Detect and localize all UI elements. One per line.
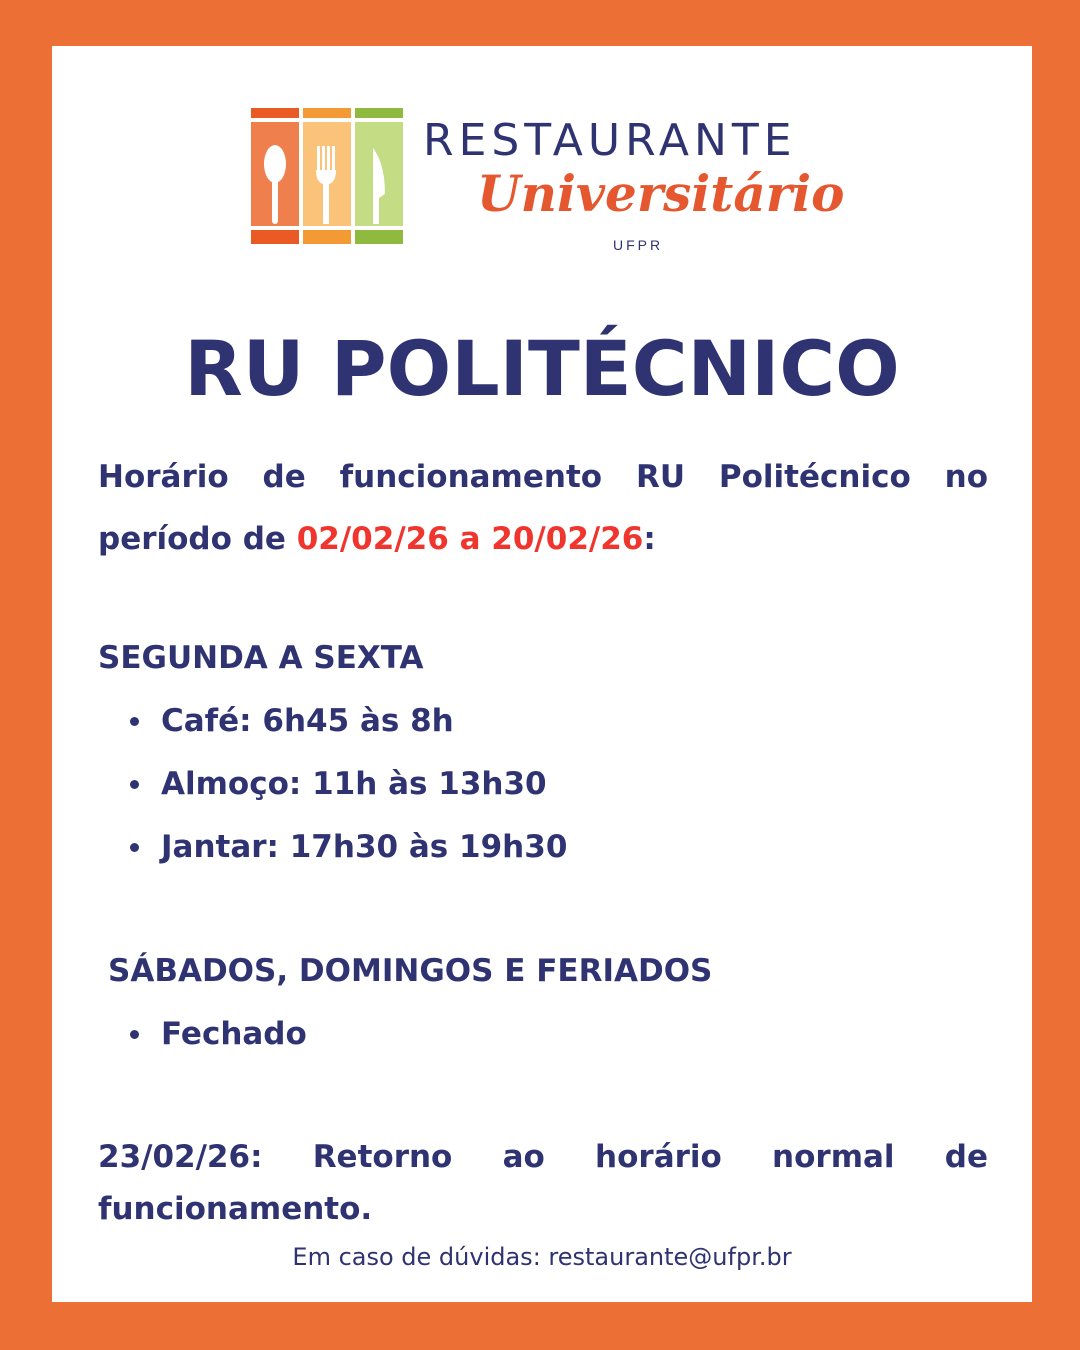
logo-subtitle: UFPR xyxy=(613,237,664,253)
poster-card xyxy=(52,46,1032,1302)
bullet-icon xyxy=(130,780,139,789)
intro-prefix: Horário de funcionamento RU Politécnico no período de xyxy=(98,459,988,557)
schedule-item-text: Fechado xyxy=(161,1016,307,1052)
date-range: 02/02/26 a 20/02/26 xyxy=(296,521,644,557)
bullet-icon xyxy=(130,843,139,852)
intro-suffix: : xyxy=(643,521,656,557)
weekends-list xyxy=(130,1014,307,1077)
schedule-item-text: Café: 6h45 às 8h xyxy=(161,703,454,739)
cutlery-logo-icon xyxy=(251,108,403,244)
weekdays-list xyxy=(130,701,567,890)
list-item xyxy=(130,827,567,890)
return-note: 23/02/26: Retorno ao horário normal de funcionamento. xyxy=(98,1139,988,1227)
contact-line: Em caso de dúvidas: restaurante@ufpr.br xyxy=(292,1243,792,1271)
schedule-item-text: Almoço: 11h às 13h30 xyxy=(161,766,547,802)
logo-title: RESTAURANTE xyxy=(423,115,797,166)
bullet-icon xyxy=(130,717,139,726)
list-item xyxy=(130,701,567,764)
intro-paragraph xyxy=(98,446,988,570)
bullet-icon xyxy=(130,1030,139,1039)
page-title: RU POLITÉCNICO xyxy=(184,324,900,413)
list-item xyxy=(130,764,567,827)
restaurant-logo xyxy=(251,108,845,258)
list-item xyxy=(130,1014,307,1077)
logo-script-text: Universitário xyxy=(477,164,845,223)
weekdays-heading: SEGUNDA A SEXTA xyxy=(98,640,424,676)
weekends-heading: SÁBADOS, DOMINGOS E FERIADOS xyxy=(108,953,713,989)
schedule-item-text: Jantar: 17h30 às 19h30 xyxy=(161,829,568,865)
